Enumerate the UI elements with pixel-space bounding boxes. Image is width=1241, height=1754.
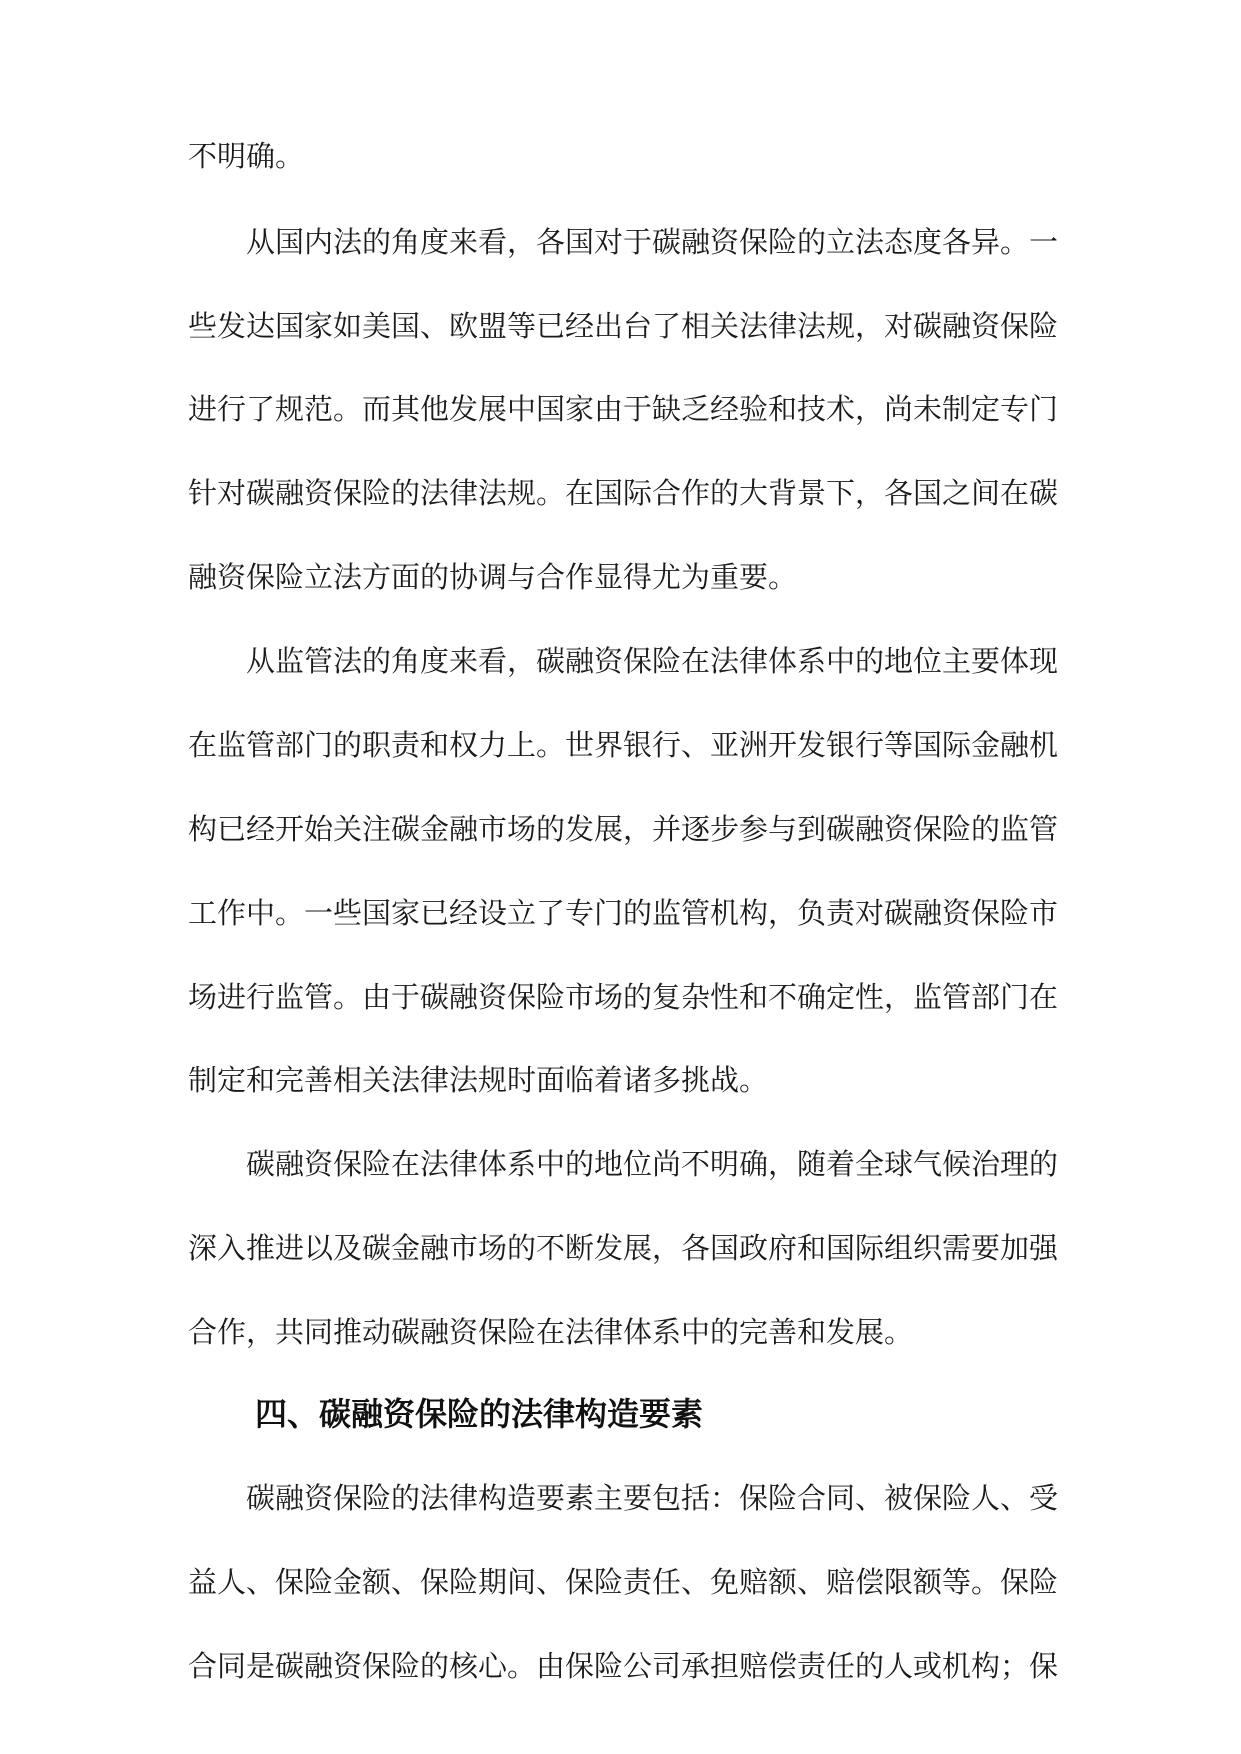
paragraph-line: 合作，共同推动碳融资保险在法律体系中的完善和发展。	[188, 1315, 914, 1349]
paragraph-line: 在监管部门的职责和权力上。世界银行、亚洲开发银行等国际金融机	[188, 728, 1059, 762]
paragraph-line: 融资保险立法方面的协调与合作显得尤为重要。	[188, 560, 798, 594]
paragraph-line: 合同是碳融资保险的核心。由保险公司承担赔偿责任的人或机构；保	[188, 1649, 1059, 1683]
paragraph-line: 深入推进以及碳金融市场的不断发展，各国政府和国际组织需要加强	[188, 1231, 1059, 1265]
section-heading: 四、碳融资保险的法律构造要素	[255, 1395, 704, 1433]
paragraph-line: 不明确。	[188, 139, 305, 173]
paragraph-line: 益人、保险金额、保险期间、保险责任、免赔额、赔偿限额等。保险	[188, 1565, 1059, 1599]
paragraph-line: 构已经开始关注碳金融市场的发展，并逐步参与到碳融资保险的监管	[188, 812, 1059, 846]
paragraph-line: 些发达国家如美国、欧盟等已经出台了相关法律法规，对碳融资保险	[188, 309, 1059, 343]
paragraph-line: 进行了规范。而其他发展中国家由于缺乏经验和技术，尚未制定专门	[188, 392, 1059, 426]
paragraph-line: 从监管法的角度来看，碳融资保险在法律体系中的地位主要体现	[246, 644, 1059, 678]
paragraph-line: 工作中。一些国家已经设立了专门的监管机构，负责对碳融资保险市	[188, 896, 1059, 930]
paragraph-line: 制定和完善相关法律法规时面临着诸多挑战。	[188, 1063, 769, 1097]
paragraph-line: 碳融资保险在法律体系中的地位尚不明确，随着全球气候治理的	[246, 1147, 1059, 1181]
paragraph-line: 从国内法的角度来看，各国对于碳融资保险的立法态度各异。一	[246, 225, 1059, 259]
paragraph-line: 场进行监管。由于碳融资保险市场的复杂性和不确定性，监管部门在	[188, 980, 1059, 1014]
paragraph-line: 针对碳融资保险的法律法规。在国际合作的大背景下，各国之间在碳	[188, 476, 1059, 510]
paragraph-line: 碳融资保险的法律构造要素主要包括：保险合同、被保险人、受	[246, 1481, 1059, 1515]
